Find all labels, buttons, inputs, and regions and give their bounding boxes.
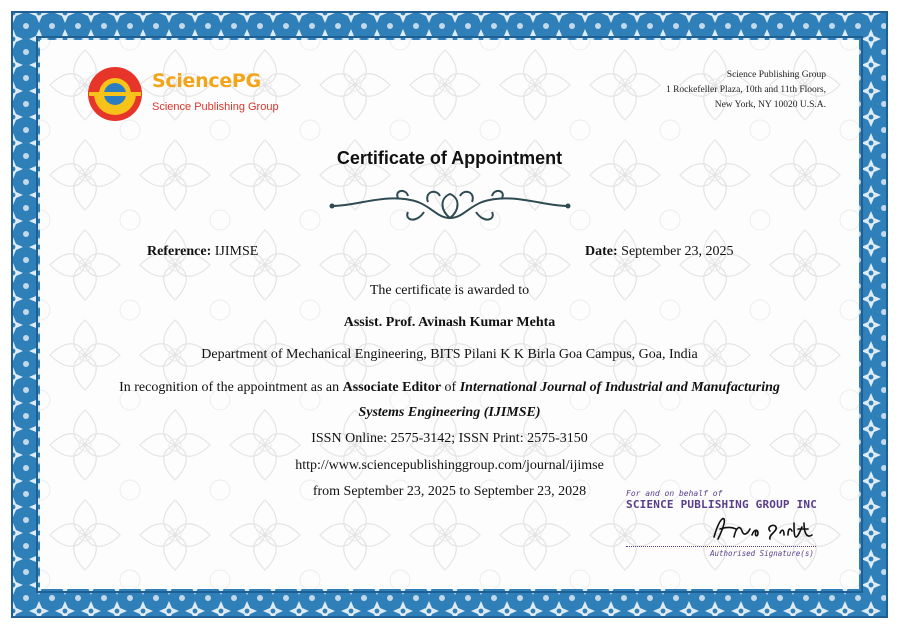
recipient-affiliation: Department of Mechanical Engineering, BITS Pilani K K Birla Goa Campus, Goa, India — [201, 347, 698, 362]
publisher-address — [666, 68, 826, 113]
address-line: New York, NY 10020 U.S.A. — [714, 100, 826, 110]
sciencepg-emblem-icon — [85, 64, 145, 124]
date-field — [585, 244, 734, 260]
awarded-to-text: The certificate is awarded to — [369, 283, 530, 298]
logo-wordmark: SciencePG — [152, 70, 261, 92]
journal-name-part2: Systems Engineering (IJIMSE) — [358, 405, 541, 420]
logo-subtitle: Science Publishing Group — [152, 101, 279, 113]
date-label: Date: — [585, 244, 618, 259]
journal-name-part1: International Journal of Industrial and Manufacturing — [459, 380, 780, 395]
on-behalf-text: For and on behalf of — [626, 489, 723, 498]
reference-value: IJIMSE — [214, 244, 259, 259]
flourish-ornament — [328, 182, 572, 230]
signature-organization: SCIENCE PUBLISHING GROUP INC — [626, 498, 818, 511]
address-line: 1 Rockefeller Plaza, 10th and 11th Floors, — [665, 85, 826, 95]
recipient-name: Assist. Prof. Avinash Kumar Mehta — [343, 315, 556, 330]
sciencepg-logo — [85, 64, 279, 124]
signature-caption: Authorised Signature(s) — [710, 549, 814, 558]
handwritten-signature — [708, 513, 818, 543]
signature-block — [626, 489, 826, 561]
recognition-line — [40, 380, 859, 396]
recognition-of: of — [441, 380, 460, 395]
certificate-title: Certificate of Appointment — [336, 148, 563, 168]
recognition-prefix: In recognition of the appointment as an — [119, 380, 343, 395]
certificate-paper — [40, 40, 859, 589]
role-title: Associate Editor — [342, 380, 442, 395]
reference-label: Reference: — [147, 244, 212, 259]
journal-url: http://www.sciencepublishinggroup.com/journal/ijimse — [295, 458, 604, 473]
reference-field — [147, 244, 258, 260]
address-line: Science Publishing Group — [726, 70, 826, 80]
appointment-term: from September 23, 2025 to September 23, 2028 — [312, 484, 587, 499]
issn-line: ISSN Online: 2575-3142; ISSN Print: 2575-3150 — [311, 431, 588, 446]
signature-line — [626, 546, 816, 547]
date-value: September 23, 2025 — [621, 244, 734, 259]
